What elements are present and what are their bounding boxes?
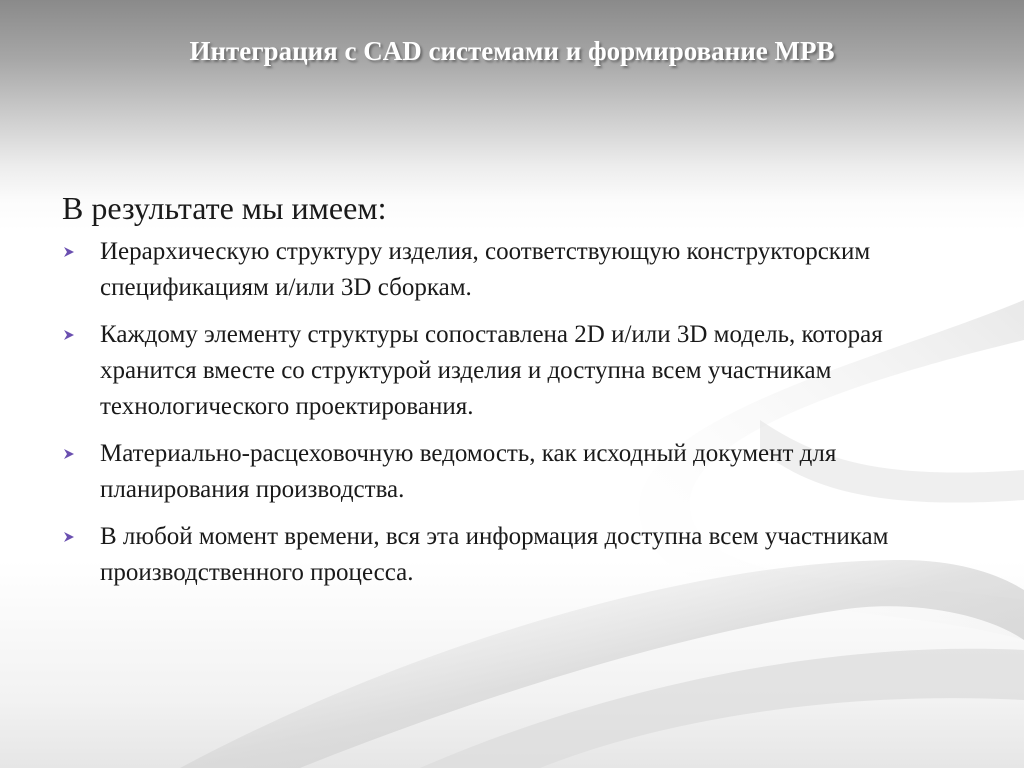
slide-title: Интеграция с CAD системами и формирование МРВ — [189, 36, 835, 66]
bullet-text: В любой момент времени, вся эта информация доступна всем участникам производственного процесса. — [100, 523, 889, 586]
bullet-item — [62, 234, 962, 306]
arrowhead-bullet-icon — [62, 447, 76, 461]
arrowhead-bullet-icon — [62, 328, 76, 342]
bullet-item — [62, 436, 962, 508]
bullet-item — [62, 317, 962, 425]
bullet-item — [62, 519, 962, 591]
bullet-text: Материально-расцеховочную ведомость, как исходный документ для планирования производства. — [100, 440, 837, 503]
bullet-text: Каждому элементу структуры сопоставлена 2D и/или 3D модель, которая хранится вместе со структурой изделия и доступна всем участникам технологического проектирования. — [100, 321, 883, 420]
bullet-text: Иерархическую структуру изделия, соответствующую конструкторским спецификациям и/или 3D сборкам. — [100, 238, 871, 301]
arrowhead-bullet-icon — [62, 245, 76, 259]
intro-text: В результате мы имеем: — [62, 190, 387, 226]
bullet-list — [62, 234, 962, 602]
arrowhead-bullet-icon — [62, 530, 76, 544]
